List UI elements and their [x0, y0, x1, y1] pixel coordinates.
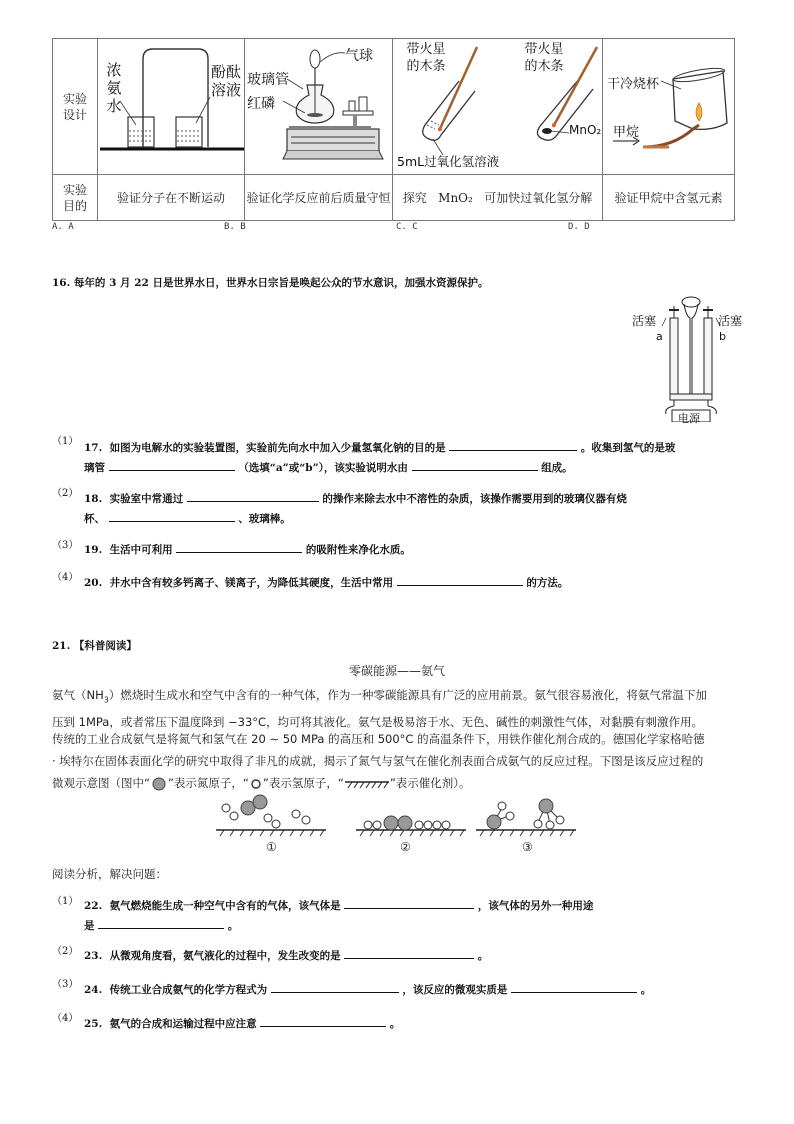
option-a[interactable]: A. A [52, 222, 74, 232]
left-valve-label: 活塞 [632, 314, 657, 328]
hydrogen-atom-icon [249, 778, 263, 790]
purpose-d: 验证甲烷中含氢元素 [603, 175, 735, 221]
methane-combustion-diagram [603, 39, 735, 171]
q16-stem: 16. 每年的 3 月 22 日是世界水日，世界水日宗旨是唤起公众的节水意识，加强水资源保护。 [52, 277, 489, 289]
methane-label: 甲烷 [613, 125, 640, 140]
row-head-design: 实验设计 [53, 39, 98, 175]
red-phosphorus-label: 红磷 [247, 96, 275, 112]
option-d[interactable]: D. D [568, 222, 590, 232]
q22-blank-1[interactable] [344, 896, 474, 909]
stage-2 [356, 816, 466, 836]
article-paragraph-1: 氨气$(NH_3)$燃烧时生成水和空气中含有的一种气体，作为一种零碳能源具有广泛的应用前景。氨气很容易液化，将氨气常温下加 压到 1MPa，或者常压下温度降到 −33°C，均可将其液化。氨气是极易溶于水、无色、碱性的刺激性气体，对黏膜有刺激作用。 [52, 688, 707, 730]
q17: 17. 如图为电解水的实验装置图，实验前先向水中加入少量氢氧化钠的目的是 。收集到氢气的是玻 璃管 （选填“a”或“b”），该实验说明水由 组成。 [84, 438, 764, 478]
cell-d-design [603, 39, 735, 175]
q22-blank-2[interactable] [98, 916, 224, 929]
purpose-row [53, 175, 735, 221]
purpose-a: 验证分子在不断运动 [98, 175, 245, 221]
purpose-c [393, 175, 603, 221]
analysis-prompt: 阅读分析，解决问题： [52, 867, 167, 881]
q17-blank-2[interactable] [109, 458, 235, 471]
phenolphthalein-label: 酚酞溶液 [210, 63, 241, 99]
q22: 22. 氨气燃烧能生成一种空气中含有的气体，该气体是 ，该气体的另外一种用途 是 。 [84, 896, 764, 936]
q17-blank-3[interactable] [412, 458, 538, 471]
q18-blank-1[interactable] [187, 489, 319, 502]
glass-tube-label: 玻璃管 [247, 72, 289, 88]
stage-3-caption: ③ [522, 840, 533, 854]
q25-index: （4） [52, 1013, 79, 1024]
q18-blank-2[interactable] [109, 509, 235, 522]
tube-b-label: b [719, 330, 726, 343]
article-title: 零碳能源——氨气 [348, 664, 445, 678]
q19: 19. 生活中可利用 的吸附性来净化水质。 [84, 540, 764, 560]
cell-b-design [245, 39, 393, 175]
design-row [53, 39, 735, 175]
mno2-label: MnO₂ [569, 123, 602, 137]
option-c[interactable]: C. C [396, 222, 418, 232]
q25: 25. 氨气的合成和运输过程中应注意 。 [84, 1014, 764, 1034]
q23: 23. 从微观角度看，氨气液化的过程中，发生改变的是 。 [84, 946, 764, 966]
stage-1-caption: ① [266, 840, 277, 854]
article-paragraph-2: 传统的工业合成氨气是将氮气和氢气在 20 ∼ 50 MPa 的高压和 500°C 的高温条件下，用铁作催化剂合成的。德国化学家格哈德 · 埃特尔在固体表面化学的研究中取得了非凡的成就，揭示了氮气与氢气在催化剂表面合成氨气的反应过程。下图是该反应过程的 微观示意图（图中“ ”表示氮原子，“ ”表示氢原子，“ ”表示催化剂）。 [52, 732, 705, 790]
glowing-stick-label-2: 带火星的木条 [524, 42, 564, 74]
h2o2-solution-label: 5mL过氧化氢溶液 [397, 154, 500, 169]
q23-index: （2） [52, 946, 79, 957]
cell-c-design [393, 39, 603, 175]
q24-blank-2[interactable] [511, 980, 637, 993]
reaction-process-figure [216, 794, 576, 838]
q20: 20. 井水中含有较多钙离子、镁离子，为降低其硬度，生活中常用 的方法。 [84, 573, 764, 593]
option-b[interactable]: B. B [224, 222, 246, 232]
ammonia-label: 浓氨水 [106, 61, 122, 115]
q19-blank-1[interactable] [176, 540, 302, 553]
purpose-c-mno2: MnO₂ [438, 191, 473, 205]
right-valve-label: 活塞 [718, 314, 743, 328]
experiment-table [52, 38, 735, 221]
q22-index: （1） [52, 896, 79, 907]
catalyst-icon [344, 779, 390, 789]
q25-blank-1[interactable] [260, 1014, 386, 1027]
purpose-b: 验证化学反应前后质量守恒 [245, 175, 393, 221]
nitrogen-atom-icon [150, 777, 168, 791]
q23-blank-1[interactable] [344, 946, 474, 959]
q20-index: （4） [52, 572, 79, 583]
q18-index: （2） [52, 488, 79, 499]
stage-3 [476, 799, 576, 836]
q17-blank-1[interactable] [449, 438, 577, 451]
q20-blank-1[interactable] [397, 573, 523, 586]
balloon-label: 气球 [345, 48, 373, 64]
q24-blank-1[interactable] [271, 980, 399, 993]
stage-1 [216, 795, 326, 836]
tube-a-label: a [656, 330, 663, 343]
power-supply-label: 电源 [678, 412, 700, 425]
q24: 24. 传统工业合成氨气的化学方程式为 ，该反应的微观实质是 。 [84, 980, 774, 1000]
glowing-stick-label-1: 带火星的木条 [406, 42, 446, 74]
row-head-purpose: 实验目的 [53, 175, 98, 221]
purpose-c-pre: 探究 [402, 191, 427, 205]
cell-a-design [98, 39, 245, 175]
cold-beaker-label: 干冷烧杯 [607, 77, 660, 92]
purpose-c-post: 可加快过氧化氢分解 [484, 191, 593, 205]
q19-index: （3） [52, 540, 79, 551]
q24-index: （3） [52, 979, 79, 990]
stage-2-caption: ② [400, 840, 411, 854]
q21-heading: 21. 【科普阅读】 [52, 640, 137, 652]
electrolysis-figure [626, 296, 756, 425]
q18: 18. 实验室中常通过 的操作来除去水中不溶性的杂质，该操作需要用到的玻璃仪器有烧 杯、 、玻璃棒。 [84, 489, 764, 529]
q17-index: （1） [52, 436, 79, 447]
